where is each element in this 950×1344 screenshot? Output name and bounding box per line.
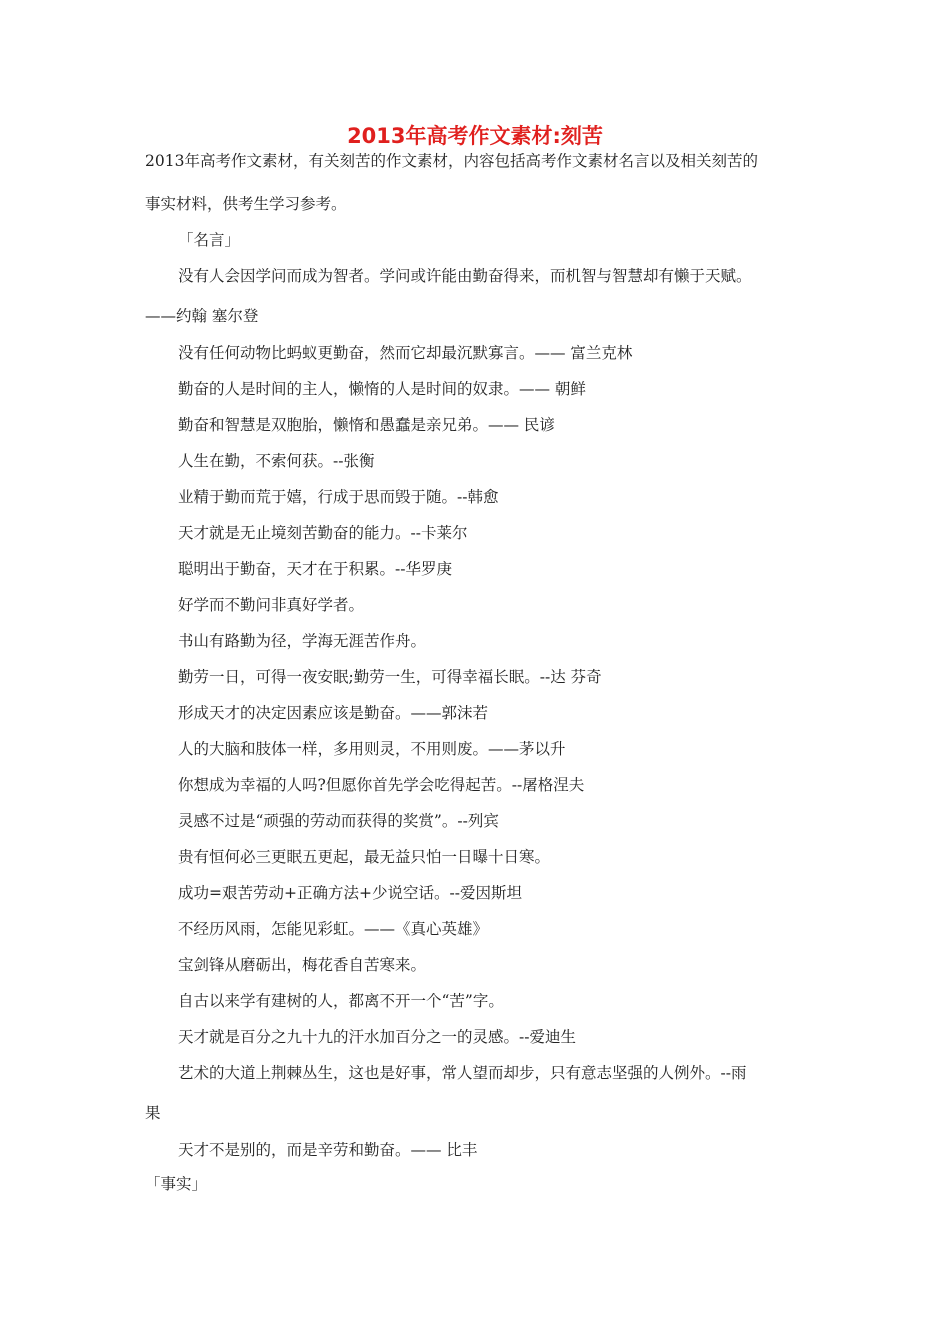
section-heading-facts: 「事实」: [145, 1175, 208, 1193]
quote-line: 勤奋的人是时间的主人，懒惰的人是时间的奴隶。—— 朝鲜: [178, 380, 586, 398]
quote-line: 勤劳一日，可得一夜安眠;勤劳一生，可得幸福长眠。--达 芬奇: [178, 668, 602, 686]
quote-line: 没有任何动物比蚂蚁更勤奋，然而它却最沉默寡言。—— 富兰克林: [178, 344, 633, 362]
quote-line: 不经历风雨，怎能见彩虹。——《真心英雄》: [178, 920, 489, 938]
quote-line: 宝剑锋从磨砺出，梅花香自苦寒来。: [178, 956, 427, 974]
quote-line: 天才就是无止境刻苦勤奋的能力。--卡莱尔: [178, 524, 468, 542]
quote-line: 你想成为幸福的人吗?但愿你首先学会吃得起苦。--屠格涅夫: [178, 776, 585, 794]
intro-line: 2013年高考作文素材，有关刻苦的作文素材，内容包括高考作文素材名言以及相关刻苦的: [145, 152, 758, 170]
quote-line: 书山有路勤为径，学海无涯苦作舟。: [178, 632, 427, 650]
quote-line: 聪明出于勤奋，天才在于积累。--华罗庚: [178, 560, 452, 578]
quote-line: 成功=艰苦劳动+正确方法+少说空话。--爱因斯坦: [178, 884, 522, 902]
quote-line: 形成天才的决定因素应该是勤奋。——郭沫若: [178, 704, 489, 722]
quote-line: 灵感不过是“顽强的劳动而获得的奖赏”。--列宾: [178, 812, 499, 830]
quote-line: 天才不是别的，而是辛劳和勤奋。—— 比丰: [178, 1141, 478, 1159]
quote-line: 业精于勤而荒于嬉，行成于思而毁于随。--韩愈: [178, 488, 499, 506]
quote-line: ——约翰 塞尔登: [145, 307, 259, 325]
quote-line: 人生在勤，不索何获。--张衡: [178, 452, 375, 470]
quote-line: 贵有恒何必三更眠五更起，最无益只怕一日曝十日寒。: [178, 848, 551, 866]
quote-line: 勤奋和智慧是双胞胎，懒惰和愚蠢是亲兄弟。—— 民谚: [178, 416, 555, 434]
intro-line: 事实材料，供考生学习参考。: [145, 195, 347, 213]
quote-line: 人的大脑和肢体一样，多用则灵，不用则废。——茅以升: [178, 740, 566, 758]
quote-line: 自古以来学有建树的人，都离不开一个“苦”字。: [178, 992, 504, 1010]
quote-line: 艺术的大道上荆棘丛生，这也是好事，常人望而却步，只有意志坚强的人例外。--雨: [178, 1064, 747, 1082]
section-heading-quotes: 「名言」: [178, 231, 241, 249]
quote-line: 果: [145, 1104, 161, 1122]
document-title: 2013年高考作文素材:刻苦: [347, 124, 603, 148]
quote-line: 天才就是百分之九十九的汗水加百分之一的灵感。--爱迪生: [178, 1028, 576, 1046]
quote-line: 没有人会因学问而成为智者。学问或许能由勤奋得来，而机智与智慧却有懒于天赋。: [178, 267, 752, 285]
quote-line: 好学而不勤问非真好学者。: [178, 596, 365, 614]
